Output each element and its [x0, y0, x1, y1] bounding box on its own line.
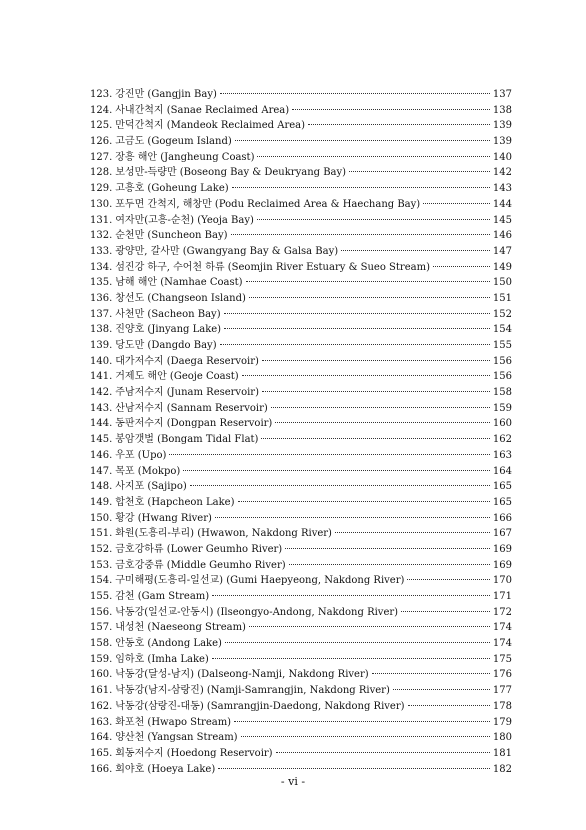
toc-entry[interactable] [90, 338, 512, 354]
dot-leader [433, 266, 490, 267]
toc-entry-number: 152. [90, 543, 113, 555]
dot-leader [271, 407, 490, 408]
toc-entry-title: 낙동강(일선교-안동시) (Ilseongyo-Andong, Nakdong River) [115, 606, 399, 618]
dot-leader [335, 532, 490, 533]
toc-entry-page: 174 [492, 638, 512, 650]
toc-entry-page: 138 [492, 104, 512, 116]
toc-entry-number: 162. [90, 700, 113, 712]
dot-leader [169, 454, 489, 455]
toc-entry[interactable] [90, 652, 512, 668]
dot-leader [220, 344, 490, 345]
dot-leader [241, 736, 490, 737]
toc-entry-number: 143. [90, 402, 113, 414]
toc-entry[interactable] [90, 542, 512, 558]
toc-entry-title: 금호강중류 (Middle Geumho River) [115, 559, 286, 571]
toc-entry-number: 135. [90, 277, 113, 289]
toc-entry-page: 172 [492, 606, 512, 618]
toc-entry-number: 159. [90, 653, 113, 665]
toc-entry-number: 156. [90, 606, 113, 618]
toc-entry[interactable] [90, 589, 512, 605]
toc-entry[interactable] [90, 322, 512, 338]
dot-leader [408, 705, 490, 706]
toc-entry-number: 139. [90, 340, 113, 351]
toc-entry-title: 산남저수지 (Sannam Reservoir) [115, 402, 268, 414]
toc-entry-page: 164 [492, 465, 512, 477]
toc-entry-number: 165. [90, 747, 113, 759]
toc-entry[interactable] [90, 620, 512, 636]
toc-entry-page: 144 [492, 198, 512, 210]
toc-entry-number: 154. [90, 575, 113, 587]
toc-entry-title: 사천만 (Sacheon Bay) [115, 308, 221, 320]
toc-entry-title: 당도만 (Dangdo Bay) [115, 340, 217, 351]
toc-entry[interactable] [90, 448, 512, 464]
toc-entry-title: 우포 (Upo) [115, 449, 167, 461]
toc-entry-title: 포두면 간척지, 해창만 (Podu Reclaimed Area & Haechang Bay) [115, 198, 421, 210]
dot-leader [257, 219, 490, 220]
toc-entry[interactable] [90, 715, 512, 731]
dot-leader [218, 768, 490, 769]
toc-entry-title: 양산천 (Yangsan Stream) [115, 732, 238, 744]
toc-entry[interactable] [90, 683, 512, 699]
toc-entry[interactable] [90, 150, 512, 166]
toc-entry-number: 131. [90, 214, 113, 226]
dot-leader [262, 360, 490, 361]
toc-entry-title: 주남저수지 (Junam Reservoir) [115, 387, 259, 399]
toc-entry[interactable] [90, 432, 512, 448]
toc-entry[interactable] [90, 464, 512, 480]
toc-entry-page: 181 [492, 747, 512, 759]
toc-entry-page: 182 [492, 763, 512, 775]
toc-entry-title: 낙동강(삼랑진-대동) (Samrangjin-Daedong, Nakdong River) [115, 700, 405, 712]
dot-leader [242, 375, 490, 376]
toc-entry-page: 167 [492, 528, 512, 540]
toc-entry-page: 156 [492, 371, 512, 383]
toc-entry[interactable] [90, 118, 512, 134]
toc-entry-page: 165 [492, 496, 512, 508]
toc-entry-page: 137 [492, 89, 512, 100]
toc-entry-title: 낙동강(달성-남지) (Dalseong-Namji, Nakdong River) [115, 669, 369, 681]
dot-leader [401, 611, 490, 612]
dot-leader [257, 156, 489, 157]
toc-entry-title: 사지포 (Sajipo) [115, 481, 187, 493]
toc-entry-title: 여자만(고흥-순천) (Yeoja Bay) [115, 214, 254, 226]
toc-entry[interactable] [90, 746, 512, 762]
toc-entry-page: 139 [492, 120, 512, 132]
toc-entry-title: 화포천 (Hwapo Stream) [115, 716, 232, 728]
dot-leader [393, 689, 490, 690]
toc-entry-title: 안동호 (Andong Lake) [115, 638, 222, 650]
dot-leader [261, 438, 489, 439]
toc-entry[interactable] [90, 636, 512, 652]
toc-entry[interactable] [90, 605, 512, 621]
toc-entry-number: 144. [90, 418, 113, 430]
toc-entry-number: 137. [90, 308, 113, 320]
toc-entry[interactable] [90, 369, 512, 385]
toc-entry-title: 감천 (Gam Stream) [115, 591, 210, 602]
toc-entry-number: 151. [90, 528, 113, 540]
dot-leader [212, 658, 490, 659]
toc-entry[interactable] [90, 244, 512, 260]
toc-entry-number: 132. [90, 230, 113, 242]
dot-leader [275, 422, 490, 423]
toc-entry-page: 180 [492, 732, 512, 744]
toc-entry-title: 거제도 해안 (Geoje Coast) [115, 371, 239, 383]
toc-entry-page: 174 [492, 622, 512, 634]
toc-entry-page: 139 [492, 136, 512, 148]
page-number-footer: - vi - [280, 775, 306, 788]
dot-leader [249, 626, 490, 627]
toc-entry[interactable] [90, 495, 512, 511]
toc-entry-number: 128. [90, 167, 113, 179]
toc-entry-page: 149 [492, 261, 512, 273]
dot-leader [372, 673, 490, 674]
toc-entry-title: 봉암갯벌 (Bongam Tidal Flat) [115, 434, 259, 446]
toc-entry[interactable] [90, 307, 512, 323]
toc-entry[interactable] [90, 558, 512, 574]
toc-entry[interactable] [90, 260, 512, 276]
dot-leader [276, 752, 490, 753]
toc-entry-page: 155 [492, 340, 512, 351]
toc-entry-title: 장흥 해안 (Jangheung Coast) [115, 151, 255, 163]
dot-leader [423, 203, 490, 204]
toc-entry-title: 낙동강(남지-삼랑진) (Namji-Samrangjin, Nakdong River) [115, 685, 390, 697]
toc-entry-title: 대가저수지 (Daega Reservoir) [115, 355, 259, 367]
toc-entry[interactable] [90, 699, 512, 715]
toc-entry-title: 합천호 (Hapcheon Lake) [115, 496, 235, 508]
toc-entry-page: 156 [492, 355, 512, 367]
toc-entry-page: 175 [492, 653, 512, 665]
toc-entry-title: 남해 해안 (Namhae Coast) [115, 277, 243, 289]
toc-entry[interactable] [90, 181, 512, 197]
toc-entry-number: 123. [90, 89, 113, 100]
toc-entry-page: 170 [492, 575, 512, 587]
toc-entry[interactable] [90, 573, 512, 589]
dot-leader [231, 234, 490, 235]
dot-leader [289, 564, 490, 565]
dot-leader [349, 171, 490, 172]
toc-entry-page: 171 [492, 591, 512, 602]
toc-entry-number: 140. [90, 355, 113, 367]
dot-leader [341, 250, 490, 251]
toc-entry-number: 138. [90, 324, 113, 336]
toc-entry[interactable] [90, 526, 512, 542]
toc-entry-title: 사내간척지 (Sanae Reclaimed Area) [115, 104, 290, 116]
toc-entry-number: 150. [90, 512, 113, 524]
toc-entry-number: 160. [90, 669, 113, 681]
toc-entry-page: 158 [492, 387, 512, 399]
toc-entry[interactable] [90, 385, 512, 401]
toc-entry-title: 진양호 (Jinyang Lake) [115, 324, 222, 336]
toc-entry-page: 151 [492, 292, 512, 304]
toc-entry-page: 179 [492, 716, 512, 728]
toc-entry[interactable] [90, 213, 512, 229]
toc-entry-title: 황강 (Hwang River) [115, 512, 212, 524]
toc-entry-page: 165 [492, 481, 512, 493]
dot-leader [262, 391, 490, 392]
toc-entry-page: 176 [492, 669, 512, 681]
dot-leader [215, 517, 490, 518]
toc-entry-page: 152 [492, 308, 512, 320]
toc-entry[interactable] [90, 197, 512, 213]
toc-entry[interactable] [90, 667, 512, 683]
toc-entry-number: 146. [90, 449, 113, 461]
dot-leader [249, 297, 490, 298]
toc-entry-number: 155. [90, 591, 113, 602]
toc-entry-number: 129. [90, 183, 113, 195]
toc-entry-number: 163. [90, 716, 113, 728]
toc-entry-title: 보성만-득량만 (Boseong Bay & Deukryang Bay) [115, 167, 347, 179]
toc-entry-number: 148. [90, 481, 113, 493]
toc-entry-title: 임하호 (Imha Lake) [115, 653, 209, 665]
dot-leader [220, 93, 490, 94]
toc-entry[interactable] [90, 354, 512, 370]
toc-entry[interactable] [90, 228, 512, 244]
toc-entry-number: 166. [90, 763, 113, 775]
toc-entry-title: 순천만 (Suncheon Bay) [115, 230, 228, 242]
dot-leader [308, 124, 490, 125]
toc-entry-title: 동판저수지 (Dongpan Reservoir) [115, 418, 273, 430]
toc-entry-page: 146 [492, 230, 512, 242]
dot-leader [224, 328, 490, 329]
dot-leader [246, 281, 490, 282]
toc-entry-title: 섬진강 하구, 수어천 하류 (Seomjin River Estuary & Sueo Stream) [115, 261, 430, 273]
toc-entry-page: 163 [492, 449, 512, 461]
toc-entry-page: 162 [492, 434, 512, 446]
toc-entry-number: 149. [90, 496, 113, 508]
toc-entry-title: 내성천 (Naeseong Stream) [115, 622, 246, 634]
toc-entry-page: 143 [492, 183, 512, 195]
toc-entry[interactable] [90, 730, 512, 746]
toc-entry-number: 147. [90, 465, 113, 477]
toc-entry-page: 169 [492, 559, 512, 571]
toc-entry-number: 134. [90, 261, 113, 273]
toc-entry-page: 159 [492, 402, 512, 414]
toc-entry-page: 166 [492, 512, 512, 524]
toc-entry-number: 153. [90, 559, 113, 571]
toc-entry-page: 147 [492, 245, 512, 257]
toc-entry-page: 140 [492, 151, 512, 163]
toc-entry-page: 169 [492, 543, 512, 555]
toc-entry-title: 회야호 (Hoeya Lake) [115, 763, 216, 775]
table-of-contents [90, 87, 512, 777]
dot-leader [224, 313, 490, 314]
toc-entry-number: 133. [90, 245, 113, 257]
toc-entry[interactable] [90, 511, 512, 527]
dot-leader [183, 470, 490, 471]
toc-entry-number: 130. [90, 198, 113, 210]
dot-leader [234, 721, 490, 722]
toc-entry-page: 160 [492, 418, 512, 430]
toc-entry-title: 고금도 (Gogeum Island) [115, 136, 232, 148]
toc-entry-title: 회동저수지 (Hoedong Reservoir) [115, 747, 273, 759]
dot-leader [190, 485, 490, 486]
toc-entry[interactable] [90, 103, 512, 119]
toc-entry-number: 136. [90, 292, 113, 304]
dot-leader [238, 501, 490, 502]
toc-entry-number: 164. [90, 732, 113, 744]
toc-entry-page: 150 [492, 277, 512, 289]
toc-entry[interactable] [90, 275, 512, 291]
dot-leader [285, 548, 490, 549]
toc-entry[interactable] [90, 416, 512, 432]
toc-entry-title: 목포 (Mokpo) [115, 465, 181, 477]
toc-entry-number: 158. [90, 638, 113, 650]
toc-entry-page: 145 [492, 214, 512, 226]
toc-entry-number: 127. [90, 151, 113, 163]
toc-entry-title: 만덕간척지 (Mandeok Reclaimed Area) [115, 120, 306, 132]
toc-entry-number: 157. [90, 622, 113, 634]
toc-entry[interactable] [90, 291, 512, 307]
dot-leader [407, 579, 490, 580]
toc-entry[interactable] [90, 401, 512, 417]
toc-entry-page: 177 [492, 685, 512, 697]
toc-entry-number: 124. [90, 104, 113, 116]
toc-entry-number: 161. [90, 685, 113, 697]
dot-leader [292, 109, 490, 110]
toc-entry-title: 창선도 (Changseon Island) [115, 292, 246, 304]
toc-entry-number: 142. [90, 387, 113, 399]
toc-entry-number: 126. [90, 136, 113, 148]
toc-entry-title: 금호강하류 (Lower Geumho River) [115, 543, 283, 555]
toc-entry-page: 142 [492, 167, 512, 179]
dot-leader [235, 140, 490, 141]
dot-leader [225, 642, 490, 643]
toc-entry-number: 125. [90, 120, 113, 132]
toc-entry-title: 화원(도흥리-부리) (Hwawon, Nakdong River) [115, 528, 332, 540]
toc-entry-page: 154 [492, 324, 512, 336]
toc-entry-title: 구미해평(도흥리-일선교) (Gumi Haepyeong, Nakdong River) [115, 575, 405, 587]
toc-entry-title: 고흥호 (Goheung Lake) [115, 183, 229, 195]
toc-entry-page: 178 [492, 700, 512, 712]
toc-entry[interactable] [90, 134, 512, 150]
dot-leader [232, 187, 490, 188]
toc-entry-title: 강진만 (Gangjin Bay) [115, 89, 217, 100]
toc-entry[interactable] [90, 479, 512, 495]
toc-entry-number: 141. [90, 371, 113, 383]
toc-entry-number: 145. [90, 434, 113, 446]
toc-entry[interactable] [90, 165, 512, 181]
toc-entry-title: 광양만, 갈사만 (Gwangyang Bay & Galsa Bay) [115, 245, 339, 257]
toc-entry[interactable] [90, 87, 512, 103]
dot-leader [212, 595, 490, 596]
